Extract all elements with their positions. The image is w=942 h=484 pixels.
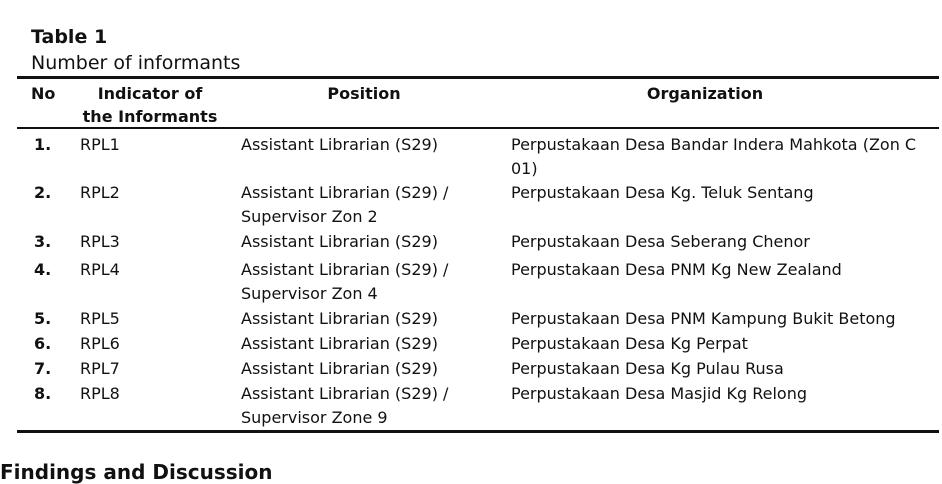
cell-organization: Perpustakaan Desa PNM Kampung Bukit Betong — [511, 309, 896, 328]
cell-no: 2. — [34, 183, 52, 202]
cell-indicator: RPL2 — [80, 183, 120, 202]
cell-position: Assistant Librarian (S29) — [241, 232, 438, 251]
cell-indicator: RPL3 — [80, 232, 120, 251]
cell-position: Assistant Librarian (S29) — [241, 359, 438, 378]
cell-position: Assistant Librarian (S29) / Supervisor Zone 9 — [241, 384, 449, 427]
cell-indicator: RPL1 — [80, 135, 120, 154]
cell-indicator: RPL8 — [80, 384, 120, 403]
cell-indicator: RPL6 — [80, 334, 120, 353]
cell-no: 5. — [34, 309, 52, 328]
cell-position: Assistant Librarian (S29) — [241, 135, 438, 154]
cell-indicator: RPL7 — [80, 359, 120, 378]
cell-organization: Perpustakaan Desa PNM Kg New Zealand — [511, 260, 842, 279]
section-heading: Findings and Discussion — [0, 460, 273, 484]
cell-organization: Perpustakaan Desa Kg Perpat — [511, 334, 748, 353]
cell-organization: Perpustakaan Desa Seberang Chenor — [511, 232, 810, 251]
cell-no: 4. — [34, 260, 52, 279]
cell-organization: Perpustakaan Desa Kg Pulau Rusa — [511, 359, 784, 378]
table-caption-title: Table 1 — [31, 26, 108, 48]
cell-position: Assistant Librarian (S29) / Supervisor Zon 4 — [241, 260, 449, 303]
cell-indicator: RPL5 — [80, 309, 120, 328]
cell-no: 8. — [34, 384, 52, 403]
header-organization: Organization — [646, 84, 764, 103]
table-header-rule — [17, 127, 939, 129]
table-caption-subtitle: Number of informants — [31, 52, 241, 74]
cell-position: Assistant Librarian (S29) — [241, 309, 438, 328]
cell-organization: Perpustakaan Desa Kg. Teluk Sentang — [511, 183, 814, 202]
cell-position: Assistant Librarian (S29) / Supervisor Zon 2 — [241, 183, 449, 226]
cell-no: 7. — [34, 359, 52, 378]
table-bottom-rule — [17, 430, 939, 433]
cell-no: 3. — [34, 232, 52, 251]
cell-no: 6. — [34, 334, 52, 353]
cell-position: Assistant Librarian (S29) — [241, 334, 438, 353]
header-position: Position — [327, 84, 401, 103]
cell-indicator: RPL4 — [80, 260, 120, 279]
header-no: No — [31, 84, 56, 103]
cell-no: 1. — [34, 135, 52, 154]
table-top-rule — [17, 76, 939, 79]
cell-organization: Perpustakaan Desa Bandar Indera Mahkota (Zon C 01) — [511, 135, 917, 178]
cell-organization: Perpustakaan Desa Masjid Kg Relong — [511, 384, 808, 403]
header-indicator: Indicator of the Informants — [82, 84, 218, 126]
